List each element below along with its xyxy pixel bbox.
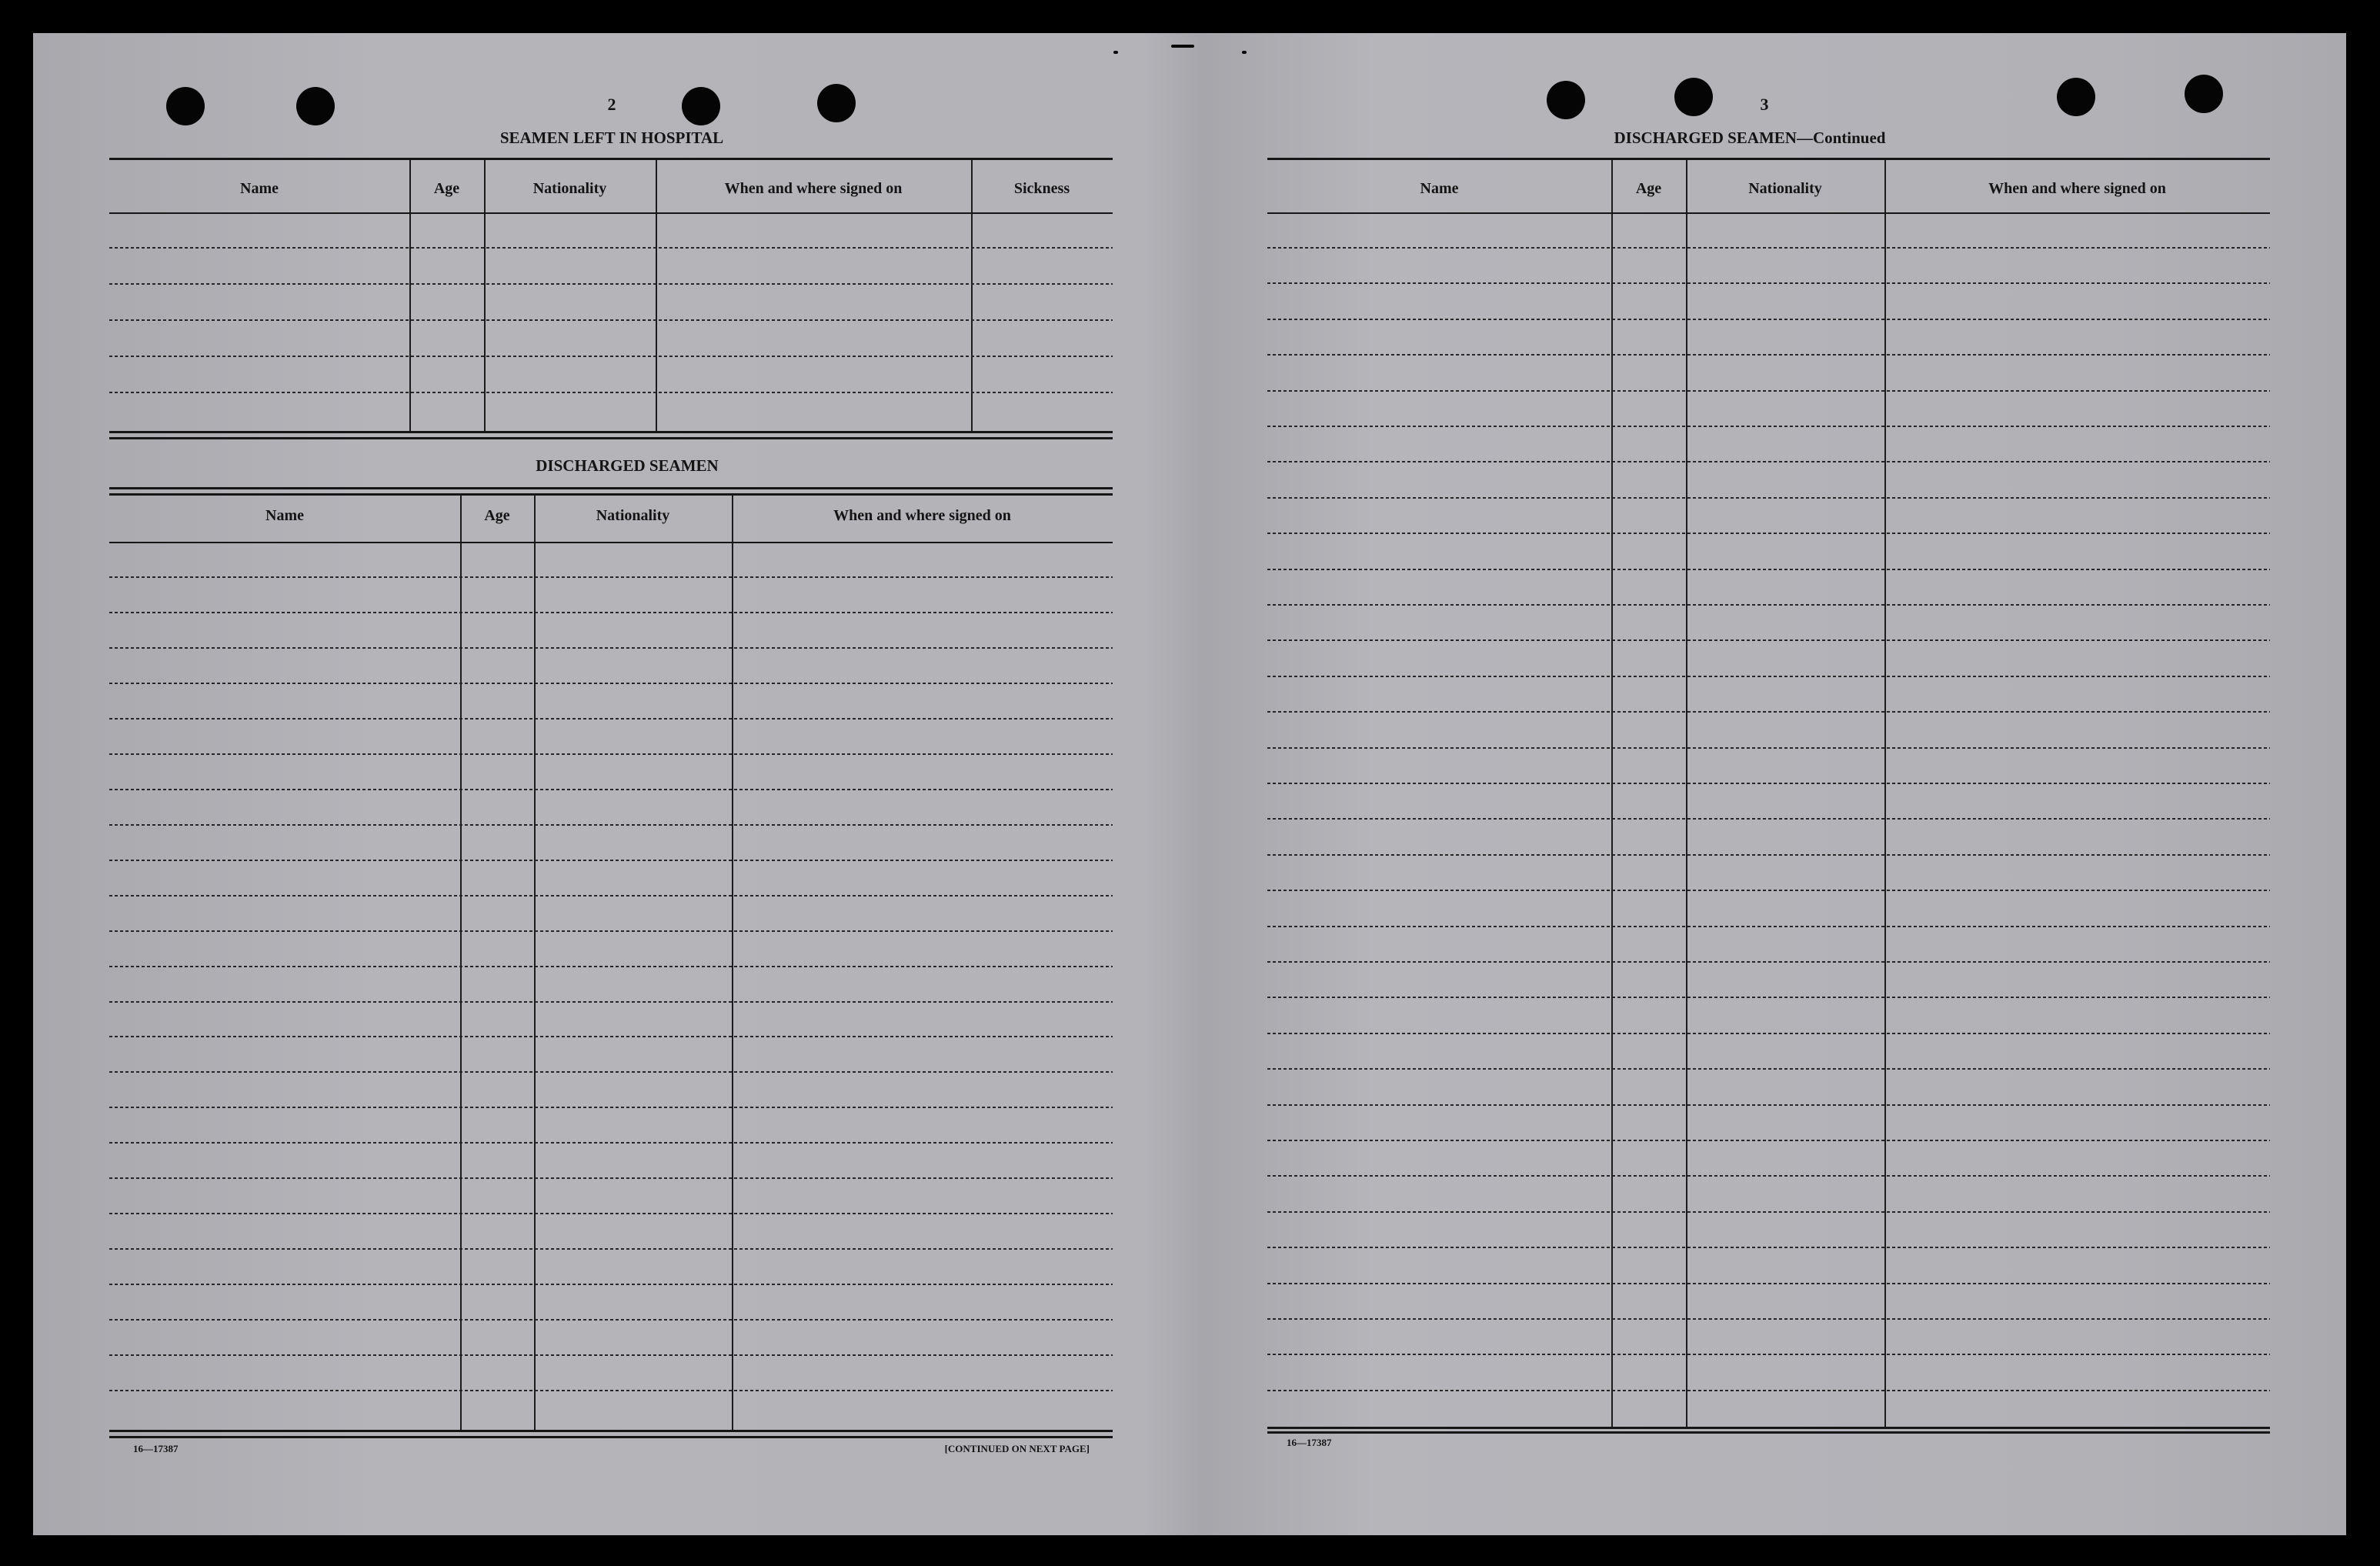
entry-line <box>1267 319 2270 320</box>
entry-line <box>109 824 1113 826</box>
column-divider <box>409 160 411 431</box>
entry-line <box>1267 711 2270 713</box>
entry-line <box>1267 354 2270 356</box>
table-bottom-rule <box>1267 1427 2270 1429</box>
hospital-table <box>109 158 1113 439</box>
entry-line <box>109 1177 1113 1179</box>
column-divider <box>484 160 486 431</box>
scan-mark <box>1171 45 1194 48</box>
punch-hole <box>2185 75 2223 113</box>
entry-line <box>109 1001 1113 1003</box>
entry-line <box>1267 676 2270 677</box>
entry-line <box>1267 1104 2270 1106</box>
header-bottom-rule <box>109 212 1113 214</box>
page-number-right: 3 <box>1760 95 1769 114</box>
entry-line <box>109 1213 1113 1214</box>
entry-line <box>109 319 1113 321</box>
entry-line <box>1267 639 2270 641</box>
entry-line <box>1267 390 2270 392</box>
form-number-right: 16—17387 <box>1287 1437 1332 1448</box>
entry-line <box>1267 533 2270 534</box>
entry-line <box>109 1390 1113 1391</box>
entry-line <box>109 356 1113 357</box>
entry-line <box>109 753 1113 755</box>
column-divider <box>534 495 536 1430</box>
entry-line <box>109 789 1113 790</box>
entry-line <box>109 930 1113 932</box>
entry-line <box>1267 569 2270 570</box>
entry-line <box>109 1248 1113 1250</box>
entry-line <box>109 966 1113 967</box>
column-header-age: Age <box>484 507 510 524</box>
entry-line <box>1267 1068 2270 1070</box>
entry-line <box>1267 461 2270 462</box>
column-header-nationality: Nationality <box>532 180 607 197</box>
discharged-continued-table <box>1267 158 2270 1434</box>
table-bottom-rule <box>1267 1431 2270 1434</box>
entry-line <box>1267 747 2270 749</box>
table-bottom-rule <box>109 437 1113 439</box>
table-bottom-rule <box>109 431 1113 433</box>
header-bottom-rule <box>109 542 1113 543</box>
entry-line <box>1267 890 2270 891</box>
entry-line <box>1267 1354 2270 1355</box>
punch-hole <box>296 87 335 125</box>
entry-line <box>1267 783 2270 784</box>
entry-line <box>1267 1283 2270 1284</box>
entry-line <box>109 1319 1113 1321</box>
discharged-table <box>109 487 1113 1438</box>
column-divider <box>656 160 657 431</box>
entry-line <box>1267 997 2270 998</box>
column-header-signed-on: When and where signed on <box>1988 180 2166 197</box>
column-divider <box>460 495 462 1430</box>
column-header-signed-on: When and where signed on <box>833 507 1011 524</box>
entry-line <box>1267 1318 2270 1320</box>
form-number-left: 16—17387 <box>133 1443 179 1454</box>
entry-line <box>1267 1175 2270 1177</box>
entry-line <box>109 247 1113 249</box>
entry-line <box>109 283 1113 285</box>
column-header-age: Age <box>433 180 460 197</box>
entry-line <box>1267 961 2270 963</box>
entry-line <box>1267 1033 2270 1034</box>
entry-line <box>1267 247 2270 249</box>
entry-line <box>1267 1390 2270 1391</box>
table-top-rule <box>109 487 1113 489</box>
entry-line <box>1267 497 2270 499</box>
discharged-continued-title: DISCHARGED SEAMEN—Continued <box>1614 129 1886 147</box>
entry-line <box>109 718 1113 720</box>
column-header-nationality: Nationality <box>596 507 670 524</box>
column-header-name: Name <box>265 507 304 524</box>
entry-line <box>1267 926 2270 927</box>
column-header-signed-on: When and where signed on <box>724 180 903 197</box>
punch-hole <box>2057 78 2095 116</box>
punch-hole <box>682 87 720 125</box>
entry-line <box>109 612 1113 613</box>
page-number-left: 2 <box>607 95 616 114</box>
punch-hole <box>1547 81 1585 119</box>
entry-line <box>109 576 1113 578</box>
entry-line <box>1267 818 2270 820</box>
entry-line <box>1267 282 2270 284</box>
continued-note: [CONTINUED ON NEXT PAGE] <box>944 1443 1090 1454</box>
column-header-name: Name <box>240 180 279 197</box>
entry-line <box>109 895 1113 897</box>
entry-line <box>109 683 1113 684</box>
column-header-name: Name <box>1420 180 1459 197</box>
entry-line <box>109 1354 1113 1356</box>
entry-line <box>109 392 1113 393</box>
entry-line <box>1267 854 2270 856</box>
column-divider <box>732 495 733 1430</box>
scan-mark <box>1113 51 1118 54</box>
punch-hole <box>166 87 205 125</box>
column-divider <box>971 160 973 431</box>
entry-line <box>109 647 1113 649</box>
header-bottom-rule <box>1267 212 2270 214</box>
hospital-title: SEAMEN LEFT IN HOSPITAL <box>499 129 724 147</box>
entry-line <box>109 1036 1113 1037</box>
entry-line <box>1267 1211 2270 1213</box>
entry-line <box>109 860 1113 861</box>
table-top-rule <box>1267 158 2270 160</box>
column-header-sickness: Sickness <box>1013 180 1070 197</box>
entry-line <box>109 1107 1113 1108</box>
entry-line <box>1267 604 2270 606</box>
scan-mark <box>1242 51 1247 54</box>
table-top-rule <box>109 158 1113 160</box>
column-header-nationality: Nationality <box>1748 180 1822 197</box>
table-bottom-rule <box>109 1430 1113 1432</box>
punch-hole <box>817 84 856 122</box>
punch-hole <box>1674 78 1713 116</box>
entry-line <box>109 1284 1113 1285</box>
entry-line <box>1267 426 2270 427</box>
table-top-rule <box>109 493 1113 496</box>
table-bottom-rule <box>109 1436 1113 1438</box>
entry-line <box>1267 1247 2270 1248</box>
entry-line <box>109 1142 1113 1144</box>
column-divider <box>1884 160 1886 1427</box>
entry-line <box>1267 1140 2270 1141</box>
discharged-title: DISCHARGED SEAMEN <box>536 456 719 475</box>
entry-line <box>109 1071 1113 1073</box>
column-header-age: Age <box>1635 180 1662 197</box>
column-divider <box>1611 160 1613 1427</box>
column-divider <box>1686 160 1687 1427</box>
